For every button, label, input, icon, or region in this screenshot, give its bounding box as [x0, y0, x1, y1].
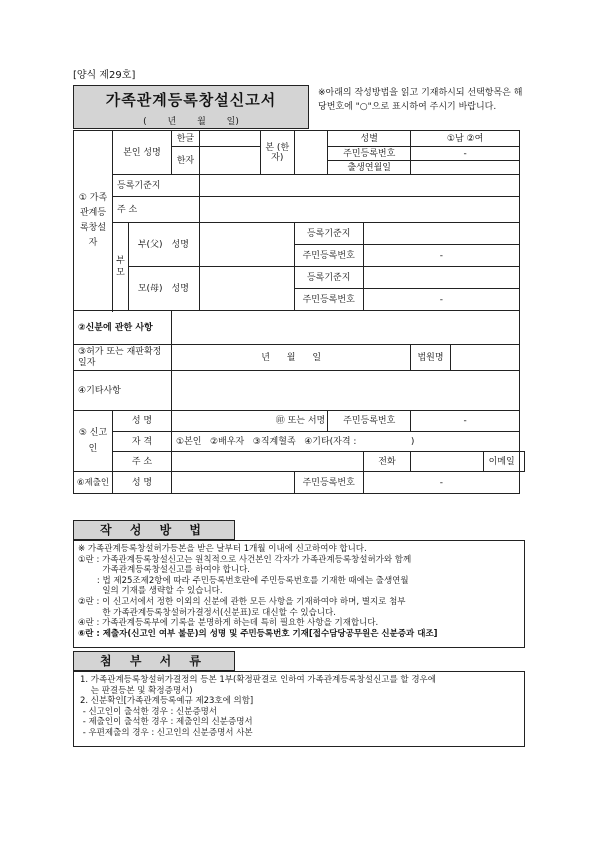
father-label: 부(父): [128, 223, 171, 267]
rrn-field[interactable]: -: [411, 147, 520, 161]
self-name-label: 본인 성명: [113, 131, 172, 175]
permit-section-label: ③허가 또는 재판확정일자: [74, 345, 172, 371]
instruction-line: ①란 : 가족관계등록창설신고는 원칙적으로 사건본인 각자가 가족관계등록창설허가와 함께: [78, 554, 412, 565]
attachment-line: - 제출인이 출석한 경우 : 제출인의 신분증명서: [80, 717, 253, 728]
other-field[interactable]: [172, 371, 520, 411]
gender-options[interactable]: ①남 ②여: [411, 131, 520, 147]
reporter-phone-label: 전화: [363, 452, 410, 472]
instruction-line: ※ 가족관계등록창설허가등본을 받은 날부터 1개월 이내에 신고하여야 합니다.: [78, 544, 367, 554]
reporter-email-field[interactable]: [520, 452, 525, 472]
mother-name-label: 성명: [172, 267, 200, 311]
bon-hanja-field[interactable]: [294, 131, 328, 175]
form-code: [양식 제29호]: [73, 70, 136, 81]
father-reg-base-label: 등록기준지: [294, 223, 363, 245]
mother-rrn-field[interactable]: -: [363, 289, 519, 311]
address-field[interactable]: [199, 197, 519, 223]
hanja-name-field[interactable]: [199, 147, 260, 175]
reg-base-label: 등록기준지: [113, 175, 200, 197]
gender-label: 성별: [328, 131, 411, 147]
address-label: 주 소: [113, 197, 200, 223]
reporter-name-label: 성 명: [113, 411, 172, 432]
reporter-qual-label: 자 격: [113, 432, 172, 452]
instruction-line: 가족관계등록창설신고를 하여야 합니다.: [78, 565, 251, 576]
instructions-heading: 작 성 방 법: [73, 520, 235, 540]
instructions-box: [73, 540, 525, 648]
submitter-rrn-field[interactable]: -: [363, 472, 519, 494]
instruction-line: 한 가족관계등록창설허가결정서(신분표)로 대신할 수 있습니다.: [78, 607, 336, 618]
hangul-label: 한글: [172, 131, 200, 147]
notice-text: ※아래의 작성방법을 읽고 기재하시되 선택항목은 해당번호에 "○"으로 표시하여 주시기 바랍니다.: [318, 88, 523, 112]
reporter-rrn-field[interactable]: -: [411, 411, 520, 432]
father-rrn-label: 주민등록번호: [294, 245, 363, 267]
hangul-name-field[interactable]: [199, 131, 260, 147]
form-title: 가족관계등록창설신고서: [105, 91, 277, 109]
reporter-address-field[interactable]: [172, 452, 364, 472]
court-label: 법원명: [411, 345, 451, 371]
parents-label: 부 모: [113, 223, 129, 311]
father-rrn-field[interactable]: -: [363, 245, 519, 267]
submitter-name-field[interactable]: [172, 472, 295, 494]
instruction-line: : 법 제25조제2항에 따라 주민등록번호란에 주민등록번호를 기재한 때에는 출생연월: [78, 575, 409, 586]
father-name-field[interactable]: [199, 223, 294, 267]
mother-label: 모(母): [128, 267, 171, 311]
mother-rrn-label: 주민등록번호: [294, 289, 363, 311]
reporter-label: ⑤ 신고인: [74, 411, 113, 472]
permit-date-field[interactable]: 년 월 일: [172, 345, 411, 371]
submitter-name-label: 성 명: [113, 472, 172, 494]
rrn-label: 주민등록번호: [328, 147, 411, 161]
hanja-label: 한자: [172, 147, 200, 175]
instruction-line: 일의 기재를 생략할 수 있습니다.: [78, 586, 223, 597]
father-name-label: 성명: [172, 223, 200, 267]
instruction-line: ⑥란 : 제출자(신고인 여부 불문)의 성명 및 주민등록번호 기재[접수담당공무원은 신분증과 대조]: [78, 628, 438, 639]
attachment-line: 1. 가족관계등록창설허가결정의 등본 1부(확정판결로 인하여 가족관계등록창설신고를 할 경우에: [80, 675, 436, 685]
birth-label: 출생연월일: [328, 161, 411, 175]
reporter-address-label: 주 소: [113, 452, 172, 472]
title-box: [73, 85, 309, 129]
other-section-label: ④기타사항: [74, 371, 172, 411]
status-section-label: ②신분에 관한 사항: [74, 311, 172, 345]
birth-field[interactable]: [411, 161, 520, 175]
court-field[interactable]: [450, 345, 519, 371]
attachment-line: - 우편제출의 경우 : 신고인의 신분증명서 사본: [80, 727, 253, 738]
father-reg-base-field[interactable]: [363, 223, 519, 245]
mother-name-field[interactable]: [199, 267, 294, 311]
mother-reg-base-label: 등록기준지: [294, 267, 363, 289]
reporter-email-label: 이메일: [484, 452, 520, 472]
reporter-sign-field[interactable]: ㊞ 또는 서명: [172, 411, 328, 432]
main-form-table: [73, 130, 525, 494]
mother-reg-base-field[interactable]: [363, 267, 519, 289]
instruction-line: ②란 : 이 신고서에서 정한 이외의 신분에 관한 모든 사항을 기재하여야 하며, 별지로 첨부: [78, 596, 406, 607]
report-date-line[interactable]: ( 년 월 일): [143, 117, 239, 127]
reporter-phone-field[interactable]: [411, 452, 484, 472]
attachment-line: 는 판결등본 및 확정증명서): [80, 685, 193, 696]
bon-hanja-label: 본 (한자): [260, 131, 294, 175]
instruction-line: ④란 : 가족관계등록부에 기록을 분명하게 하는데 특히 필요한 사항을 기재합니다.: [78, 618, 379, 629]
attachment-line: 2. 신분확인[가족관계등록예규 제23호에 의함]: [80, 696, 254, 707]
submitter-label: ⑥제출인: [74, 472, 113, 494]
status-field[interactable]: [172, 311, 520, 345]
reporter-rrn-label: 주민등록번호: [328, 411, 411, 432]
attachments-box: [73, 671, 525, 747]
attachment-line: - 신고인이 출석한 경우 : 신분증명서: [80, 706, 218, 717]
submitter-rrn-label: 주민등록번호: [294, 472, 363, 494]
attachments-heading: 첨 부 서 류: [73, 651, 235, 671]
reporter-qual-options[interactable]: ①본인 ②배우자 ③직계혈족 ④기타(자격 : ): [172, 432, 520, 452]
creator-section-label: ① 가족관계등록창설자: [74, 131, 113, 311]
reg-base-field[interactable]: [199, 175, 519, 197]
